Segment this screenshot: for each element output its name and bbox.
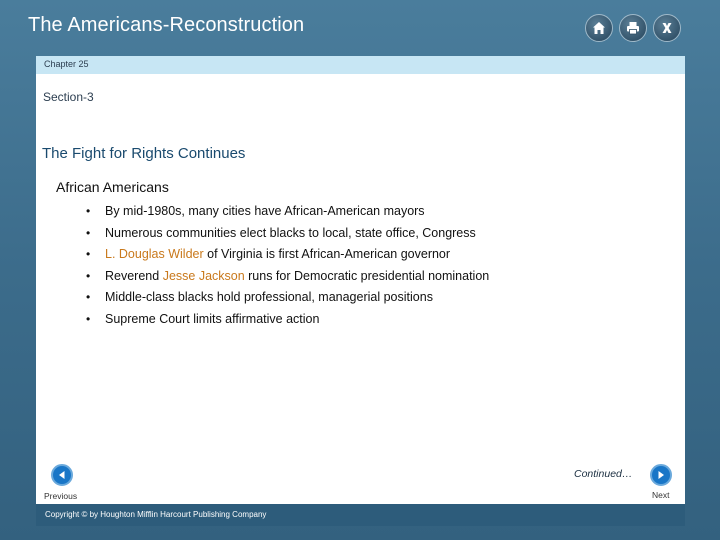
- close-icon: [659, 20, 675, 36]
- highlighted-name: L. Douglas Wilder: [105, 247, 204, 262]
- subheading: African Americans: [56, 179, 169, 195]
- bullet-text: Supreme Court limits affirmative action: [105, 311, 320, 326]
- home-icon: [591, 20, 607, 36]
- list-item: [86, 201, 489, 223]
- list-item: [86, 309, 489, 331]
- print-icon: [625, 20, 641, 36]
- close-button[interactable]: [653, 14, 681, 42]
- bullet-text: of Virginia is first African-American governor: [203, 247, 451, 262]
- list-item: [86, 223, 489, 245]
- bullet-text: By mid-1980s, many cities have African-American mayors: [105, 204, 425, 218]
- continued-label: Continued…: [574, 468, 633, 480]
- previous-label[interactable]: Previous: [44, 491, 78, 501]
- window-title: The Americans-Reconstruction: [28, 14, 305, 36]
- arrow-right-icon: [656, 470, 666, 480]
- print-button[interactable]: [619, 14, 647, 42]
- list-item: [86, 266, 489, 288]
- page-title: The Fight for Rights Continues: [42, 145, 246, 162]
- bullet-list: [86, 201, 489, 331]
- arrow-left-icon: [57, 470, 67, 480]
- home-button[interactable]: [585, 14, 613, 42]
- bullet-text: runs for Democratic presidential nomination: [244, 268, 490, 283]
- next-label[interactable]: Next: [652, 490, 670, 500]
- previous-button[interactable]: [51, 464, 73, 486]
- next-button[interactable]: [650, 464, 672, 486]
- chapter-label: Chapter 25: [44, 59, 89, 69]
- bullet-text: Reverend: [105, 268, 163, 283]
- footer-bar: [36, 504, 685, 526]
- list-item: [86, 244, 489, 266]
- copyright-text: Copyright © by Houghton Mifflin Harcourt Publishing Company: [45, 510, 267, 519]
- section-label: Section-3: [43, 90, 94, 104]
- list-item: [86, 287, 489, 309]
- top-toolbar: [585, 14, 681, 42]
- bullet-text: Numerous communities elect blacks to local, state office, Congress: [105, 225, 476, 240]
- highlighted-name: Jesse Jackson: [162, 268, 245, 283]
- content-panel: [36, 74, 685, 504]
- bullet-text: Middle-class blacks hold professional, managerial positions: [105, 290, 433, 305]
- chapter-bar: [36, 56, 685, 74]
